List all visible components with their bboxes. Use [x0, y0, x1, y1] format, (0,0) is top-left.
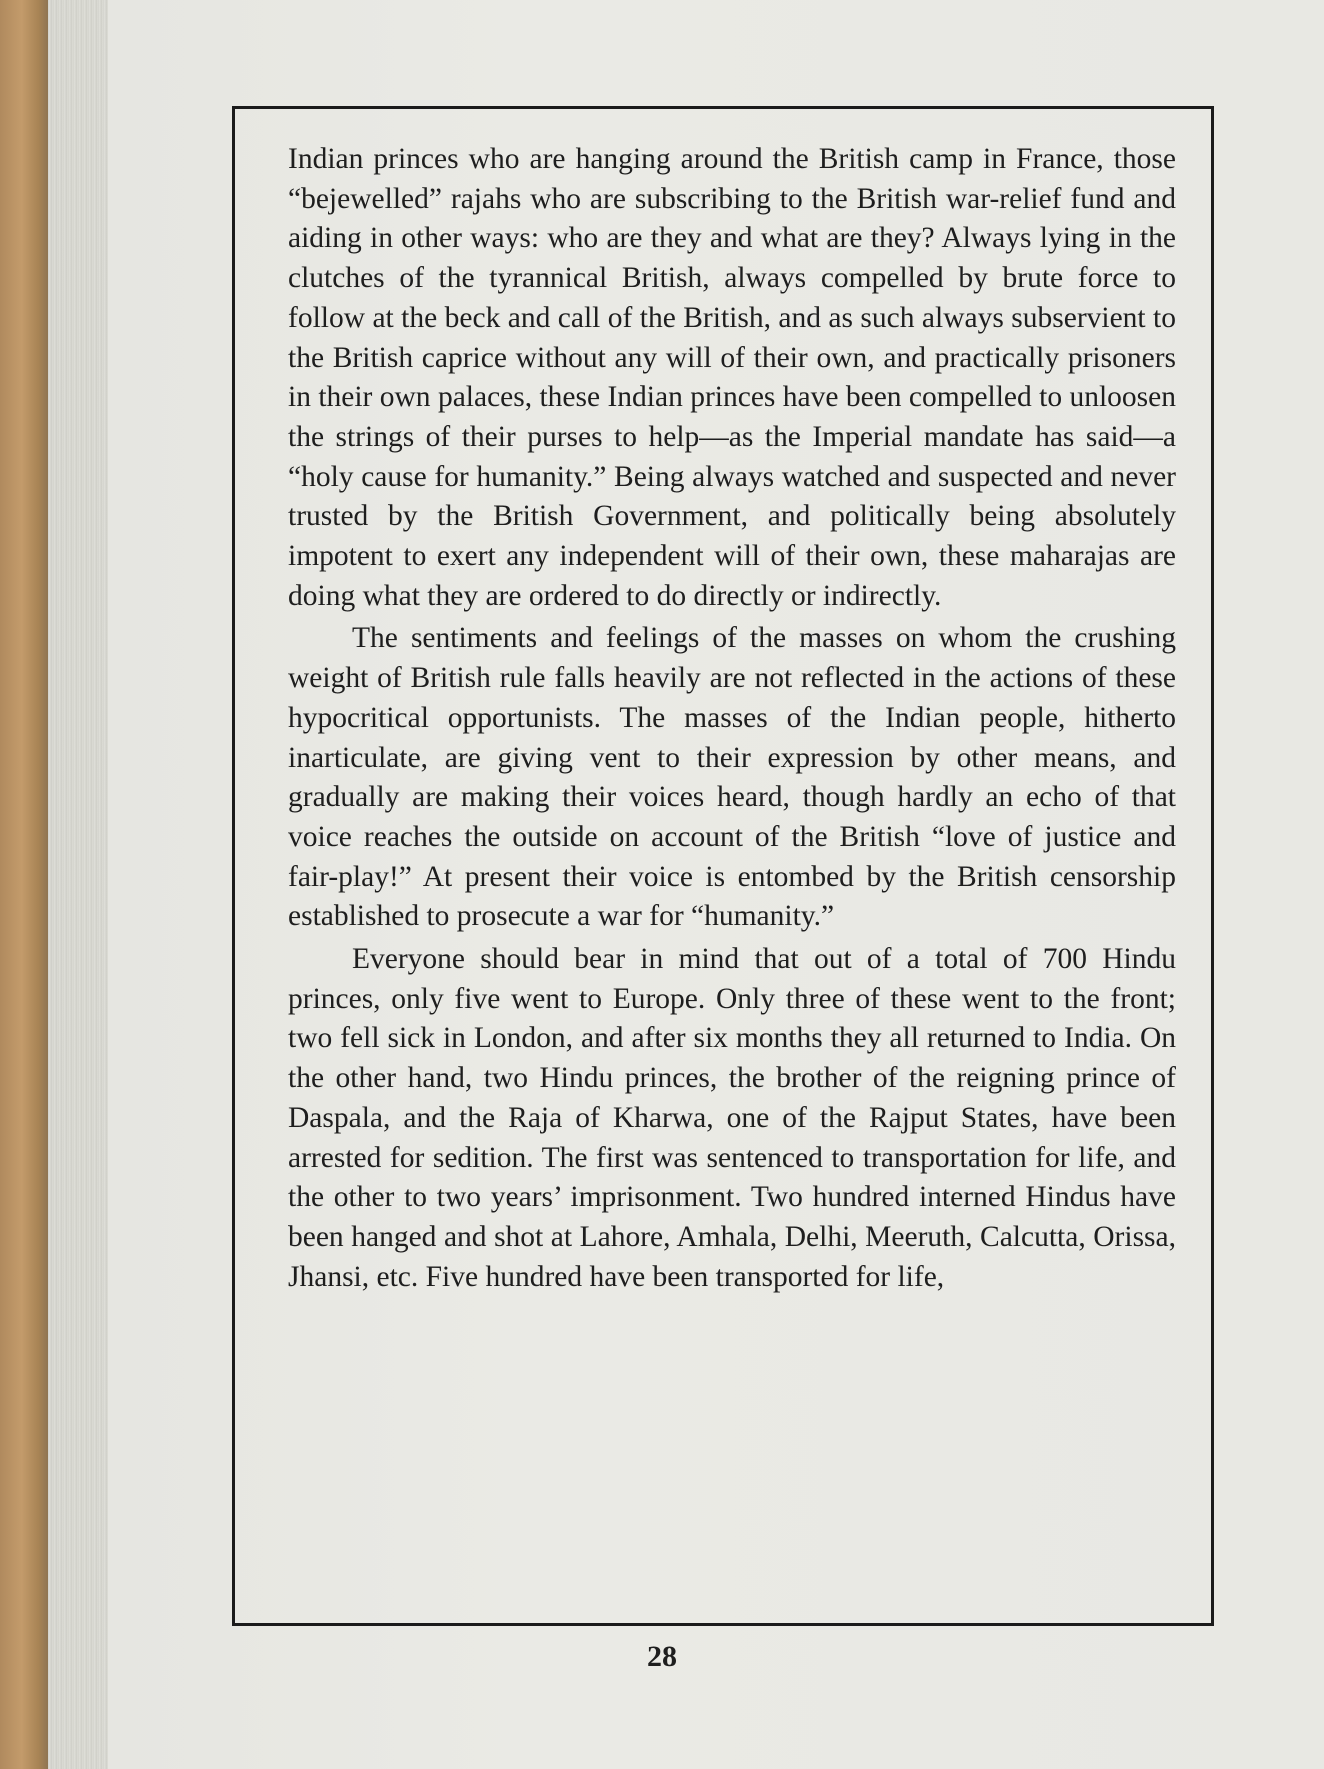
paragraph-1: Indian princes who are hanging around the British camp in France, those “bejewelled” rajahs who are subscribing to the British war-relief fund and aiding in other ways: who are they and what are they? Always lying in the clutches of the tyrannical British, always compelled by brute force to follow at the beck and call of the British, and as such always subservient to the British caprice without any will of their own, and practically prisoners in their own palaces, these Indian princes have been compelled to unloosen the strings of their purses to help—as the Imperial mandate has said—a “holy cause for humanity.” Being always watched and suspected and never trusted by the British Government, and politically being absolutely impotent to exert any independent will of their own, these maharajas are doing what they are ordered to do directly or indirectly.	[288, 143, 1176, 612]
paragraph-3: Everyone should bear in mind that out of a total of 700 Hindu princes, only five went to Europe. Only three of these went to the front; two fell sick in London, and after six months they all returned to India. On the other hand, two Hindu princes, the brother of the reigning prince of Daspala, and the Raja of Kharwa, one of the Rajput States, have been arrested for sedition. The first was sentenced to transportation for life, and the other to two years’ imprisonment. Two hundred interned Hindus have been hanged and shot at Lahore, Amhala, Delhi, Meeruth, Calcutta, Orissa, Jhansi, etc. Five hundred have been transported for life,	[288, 943, 1176, 1293]
body-text	[288, 140, 1176, 1297]
page-number: 28	[647, 1640, 677, 1673]
paragraph-2: The sentiments and feelings of the masses on whom the crushing weight of British rule falls heavily are not reflected in the actions of these hypocritical opportunists. The masses of the Indian people, hitherto inarticulate, are giving vent to their expression by other means, and gradually are making their voices heard, though hardly an echo of that voice reaches the outside on account of the British “love of justice and fair-play!” At present their voice is entombed by the British censorship established to prosecute a war for “humanity.”	[288, 622, 1176, 933]
book-binding-edge	[0, 0, 48, 1769]
page-stack-edge	[48, 0, 108, 1769]
